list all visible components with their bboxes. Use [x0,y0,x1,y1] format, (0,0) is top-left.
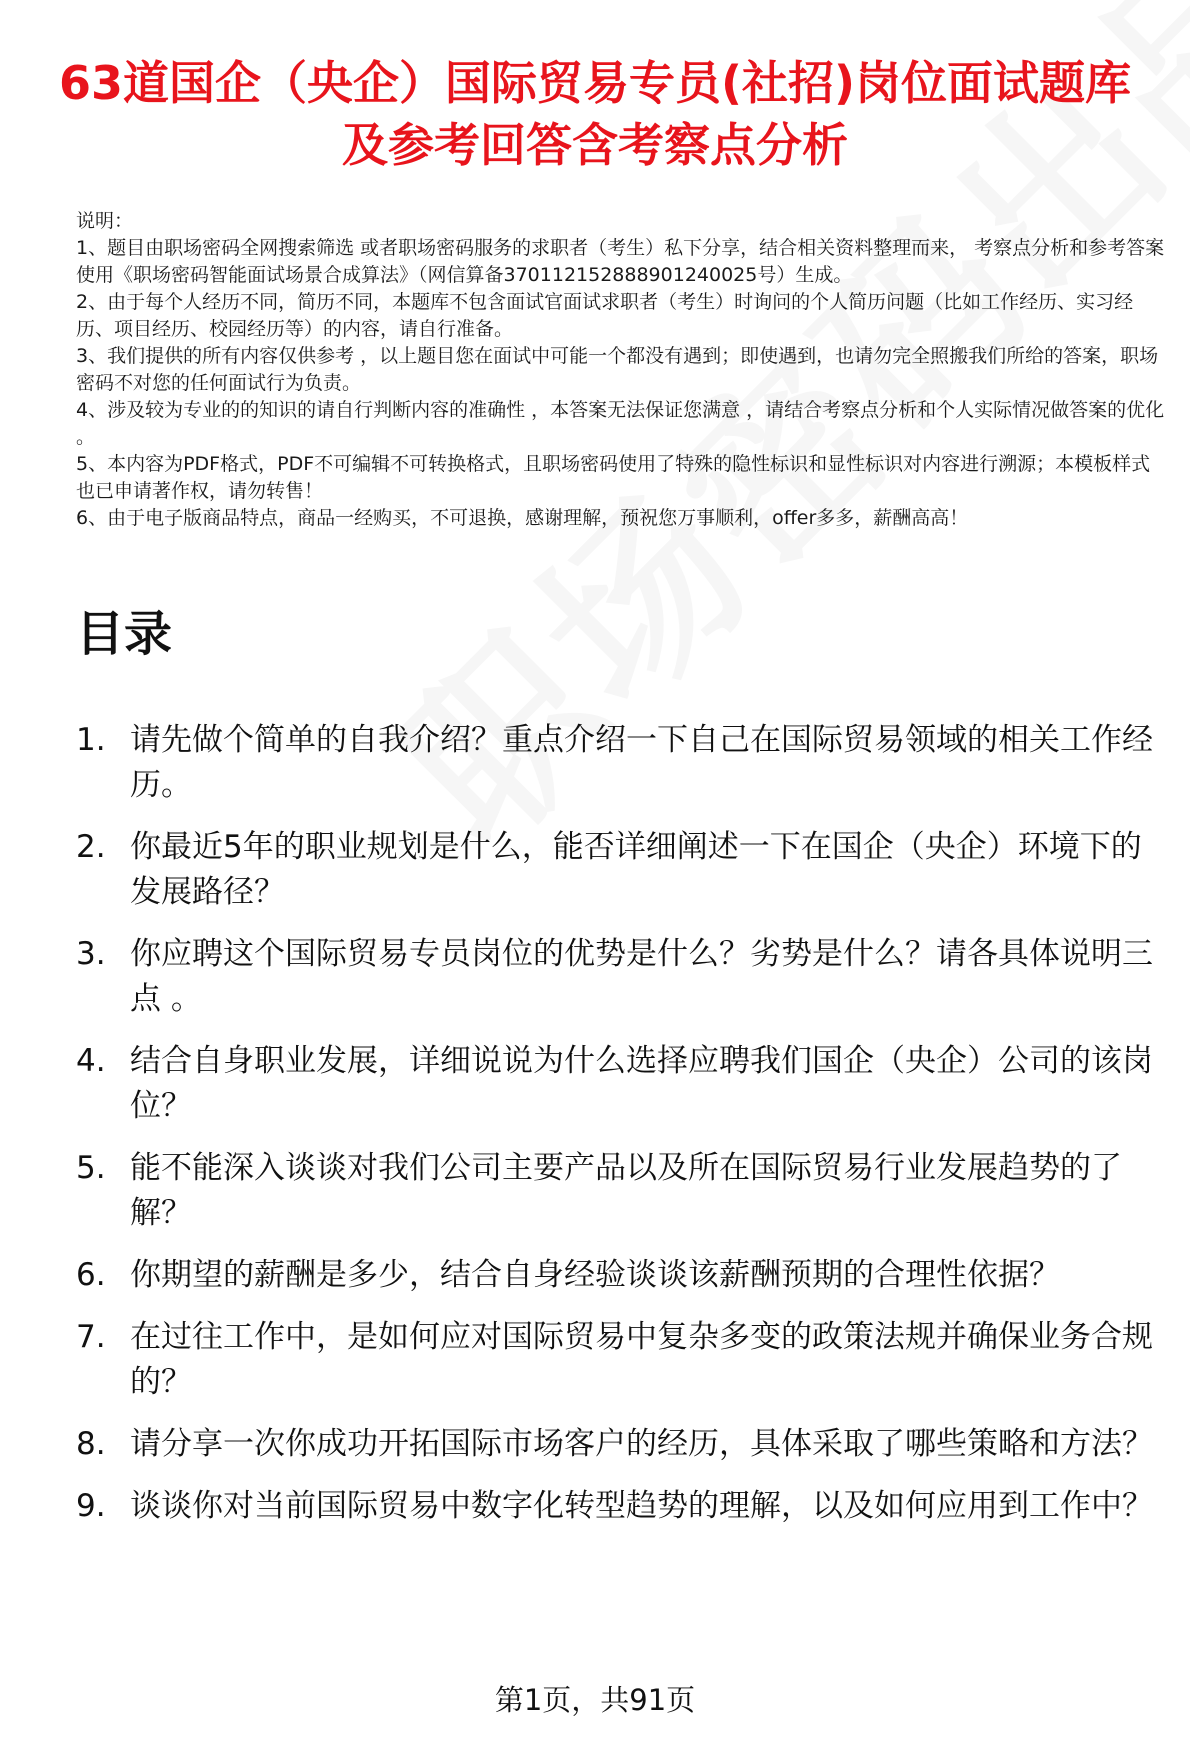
toc-item[interactable] [76,718,1156,808]
note-item: 5、本内容为PDF格式，PDF不可编辑不可转换格式，且职场密码使用了特殊的隐性标识和显性标识对内容进行溯源；本模板样式也已申请著作权，请勿转售！ [76,453,1151,502]
toc-item[interactable] [76,1253,1156,1298]
toc-item[interactable] [76,1315,1156,1405]
toc-item-text: 你应聘这个国际贸易专员岗位的优势是什么？劣势是什么？请各具体说明三点 。 [130,936,1153,1017]
toc-item-text: 你最近5年的职业规划是什么，能否详细阐述一下在国企（央企）环境下的发展路径？ [130,829,1142,910]
notes-section [76,208,1166,532]
toc-item-number: 5. [76,1150,106,1186]
toc-item-text: 在过往工作中，是如何应对国际贸易中复杂多变的政策法规并确保业务合规的？ [130,1319,1153,1400]
toc-item-number: 3. [76,936,106,972]
toc-item[interactable] [76,1484,1156,1529]
toc-item-text: 请分享一次你成功开拓国际市场客户的经历，具体采取了哪些策略和方法？ [130,1426,1153,1462]
note-item: 1、题目由职场密码全网搜索筛选 或者职场密码服务的求职者（考生）私下分享，结合相关资料整理而来， 考察点分析和参考答案使用《职场密码智能面试场景合成算法》（网信算备370112152888901240025号）生成。 [76,237,1165,286]
toc-item-text: 谈谈你对当前国际贸易中数字化转型趋势的理解，以及如何应用到工作中？ [130,1488,1153,1524]
toc-item-number: 8. [76,1426,106,1462]
toc-item-number: 4. [76,1043,106,1079]
toc-item[interactable] [76,1039,1156,1129]
toc-list [76,718,1156,1546]
toc-item[interactable] [76,825,1156,915]
toc-item-text: 能不能深入谈谈对我们公司主要产品以及所在国际贸易行业发展趋势的了解？ [130,1150,1122,1231]
toc-item[interactable] [76,932,1156,1022]
toc-item-text: 你期望的薪酬是多少，结合自身经验谈谈该薪酬预期的合理性依据？ [130,1257,1060,1293]
note-item: 4、涉及较为专业的的知识的请自行判断内容的准确性 ，本答案无法保证您满意 ，请结合考察点分析和个人实际情况做答案的优化 。 [76,399,1165,448]
document-title: 63道国企（央企）国际贸易专员(社招)岗位面试题库及参考回答含考察点分析 [58,56,1132,172]
toc-item[interactable] [76,1422,1156,1467]
toc-heading: 目录 [76,606,173,662]
toc-item[interactable] [76,1146,1156,1236]
note-item: 6、由于电子版商品特点，商品一经购买，不可退换，感谢理解，预祝您万事顺利，offer多多，薪酬高高！ [76,507,969,529]
notes-heading: 说明： [76,210,134,232]
toc-item-number: 9. [76,1488,106,1524]
toc-item-number: 2. [76,829,106,865]
page-footer: 第1页，共91页 [494,1683,696,1717]
note-item: 3、我们提供的所有内容仅供参考 ，以上题目您在面试中可能一个都没有遇到；即使遇到，也请勿完全照搬我们所给的答案，职场密码不对您的任何面试行为负责。 [76,345,1159,394]
note-item: 2、由于每个人经历不同，简历不同，本题库不包含面试官面试求职者（考生）时询问的个人简历问题（比如工作经历、实习经历、项目经历、校园经历等）的内容，请自行准备。 [76,291,1134,340]
toc-item-number: 1. [76,722,106,758]
toc-item-text: 结合自身职业发展，详细说说为什么选择应聘我们国企（央企）公司的该岗位？ [130,1043,1153,1124]
toc-item-text: 请先做个简单的自我介绍？重点介绍一下自己在国际贸易领域的相关工作经历。 [130,722,1153,803]
toc-item-number: 6. [76,1257,106,1293]
toc-item-number: 7. [76,1319,106,1355]
